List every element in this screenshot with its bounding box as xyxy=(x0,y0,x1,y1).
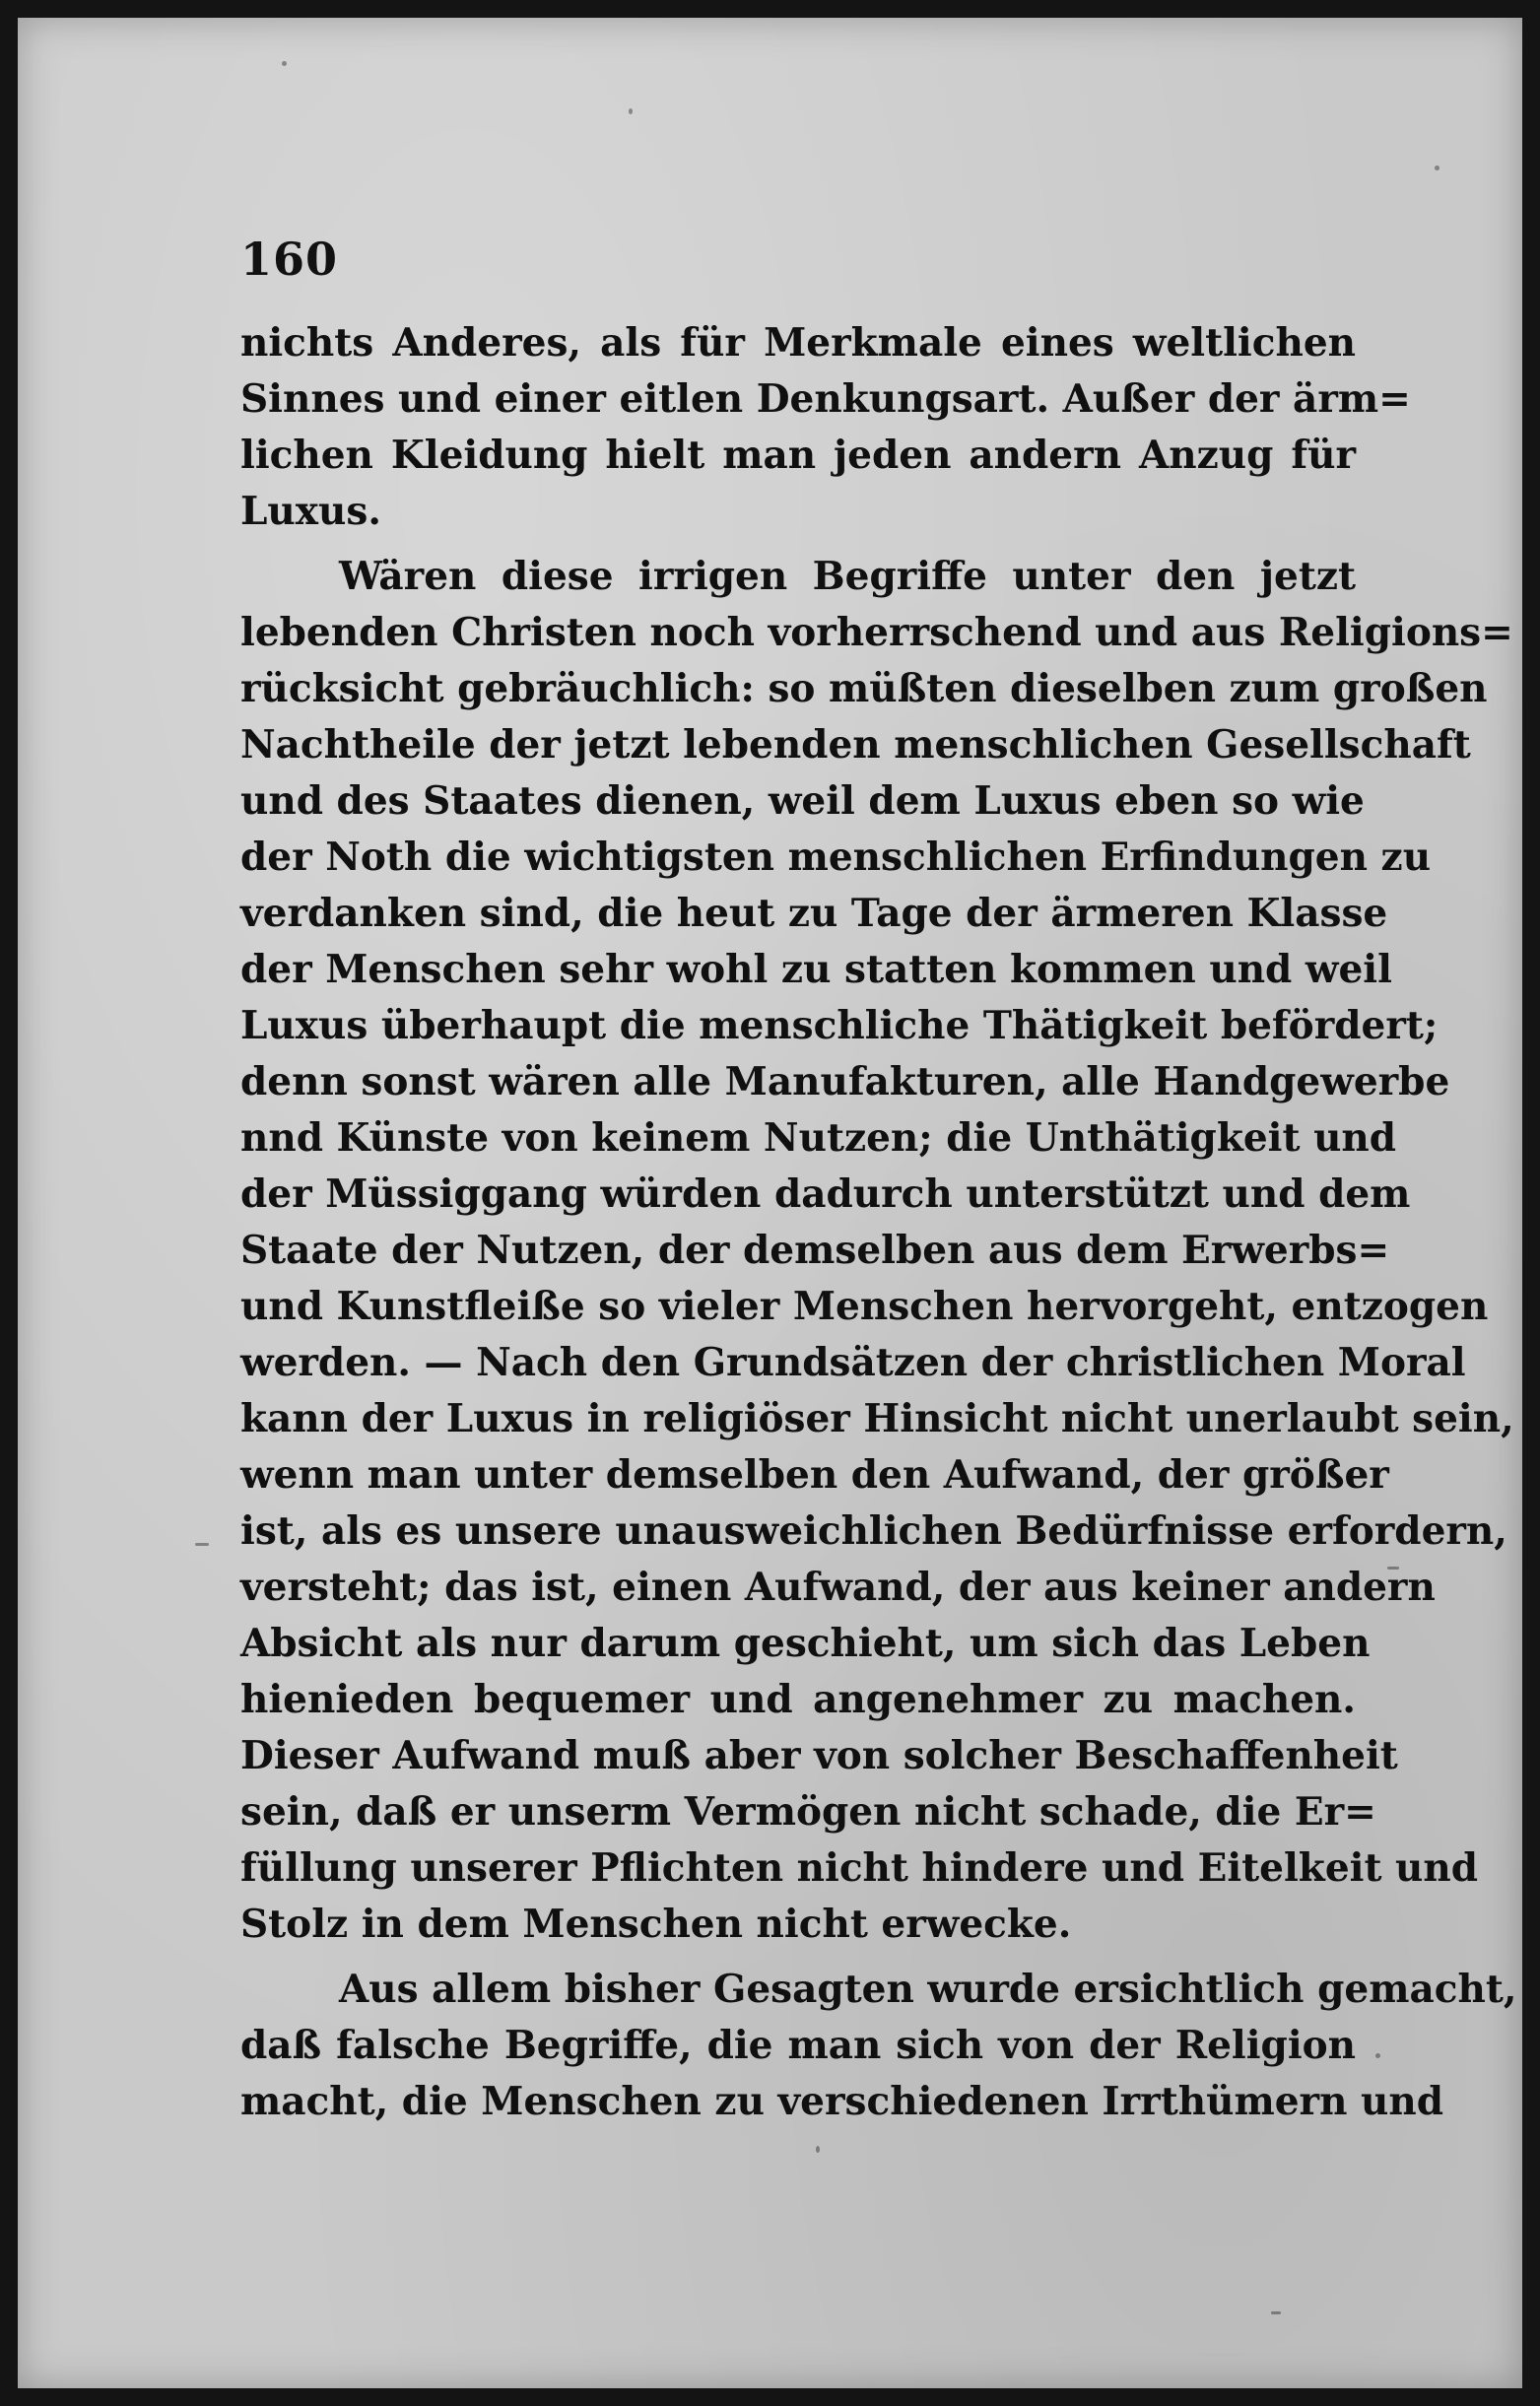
text-line: Sinnes und einer eitlen Denkungsart. Außer der ärm= xyxy=(240,376,1411,422)
text-line: Luxus. xyxy=(240,489,381,534)
text-line: wenn man unter demselben den Aufwand, der größer xyxy=(240,1452,1389,1498)
text-line: werden. — Nach den Grundsätzen der christlichen Moral xyxy=(240,1340,1466,1385)
text-line: lebenden Christen noch vorherrschend und aus Religions= xyxy=(240,610,1513,655)
text-line: nichts Anderes, als für Merkmale eines weltlichen xyxy=(240,320,1356,366)
text-line: daß falsche Begriffe, die man sich von der Religion xyxy=(240,2023,1356,2068)
paper-speck xyxy=(282,61,287,66)
text-line: Dieser Aufwand muß aber von solcher Beschaffenheit xyxy=(240,1733,1398,1778)
paper-speck xyxy=(629,108,633,114)
book-page xyxy=(18,18,1522,2388)
text-line: Wären diese irrigen Begriffe unter den jetzt xyxy=(339,554,1356,599)
body-text xyxy=(240,315,1517,2130)
text-line: Stolz in dem Menschen nicht erwecke. xyxy=(240,1902,1072,1947)
text-line: hienieden bequemer und angenehmer zu machen. xyxy=(240,1677,1356,1722)
paper-speck xyxy=(816,2146,820,2153)
text-line: der Menschen sehr wohl zu statten kommen und weil xyxy=(240,947,1392,992)
text-line: füllung unserer Pflichten nicht hindere und Eitelkeit und xyxy=(240,1845,1479,1891)
text-line: und des Staates dienen, weil dem Luxus eben so wie xyxy=(240,778,1365,824)
paper-speck xyxy=(1435,166,1440,170)
text-line: macht, die Menschen zu verschiedenen Irrthümern und xyxy=(240,2079,1443,2124)
text-line: ist, als es unsere unausweichlichen Bedürfnisse erfordern, xyxy=(240,1508,1507,1554)
text-line: nnd Künste von keinem Nutzen; die Unthätigkeit und xyxy=(240,1115,1397,1161)
text-line: kann der Luxus in religiöser Hinsicht nicht unerlaubt sein, xyxy=(240,1396,1514,1441)
text-line: Staate der Nutzen, der demselben aus dem Erwerbs= xyxy=(240,1228,1390,1273)
paper-speck xyxy=(1375,2053,1380,2058)
text-line: Aus allem bisher Gesagten wurde ersichtlich gemacht, xyxy=(339,1967,1517,2012)
paper-speck xyxy=(1387,1567,1399,1570)
text-line: denn sonst wären alle Manufakturen, alle Handgewerbe xyxy=(240,1059,1450,1104)
text-line: der Noth die wichtigsten menschlichen Erfindungen zu xyxy=(240,835,1432,880)
text-line: versteht; das ist, einen Aufwand, der aus keiner andern xyxy=(240,1565,1436,1610)
paper-speck xyxy=(195,1543,209,1546)
text-line: verdanken sind, die heut zu Tage der ärmeren Klasse xyxy=(240,891,1388,936)
text-line: sein, daß er unserm Vermögen nicht schade, die Er= xyxy=(240,1789,1376,1835)
paper-speck xyxy=(1271,2311,1281,2314)
text-line: der Müssiggang würden dadurch unterstützt und dem xyxy=(240,1171,1411,1217)
text-line: Nachtheile der jetzt lebenden menschlichen Gesellschaft xyxy=(240,722,1471,768)
text-line: Luxus überhaupt die menschliche Thätigkeit befördert; xyxy=(240,1003,1439,1048)
text-line: und Kunstfleiße so vieler Menschen hervorgeht, entzogen xyxy=(240,1284,1489,1329)
text-line: Absicht als nur darum geschieht, um sich das Leben xyxy=(240,1621,1371,1666)
text-line: lichen Kleidung hielt man jeden andern Anzug für xyxy=(240,433,1356,478)
page-number: 160 xyxy=(240,233,339,286)
text-line: rücksicht gebräuchlich: so müßten dieselben zum großen xyxy=(240,666,1488,711)
